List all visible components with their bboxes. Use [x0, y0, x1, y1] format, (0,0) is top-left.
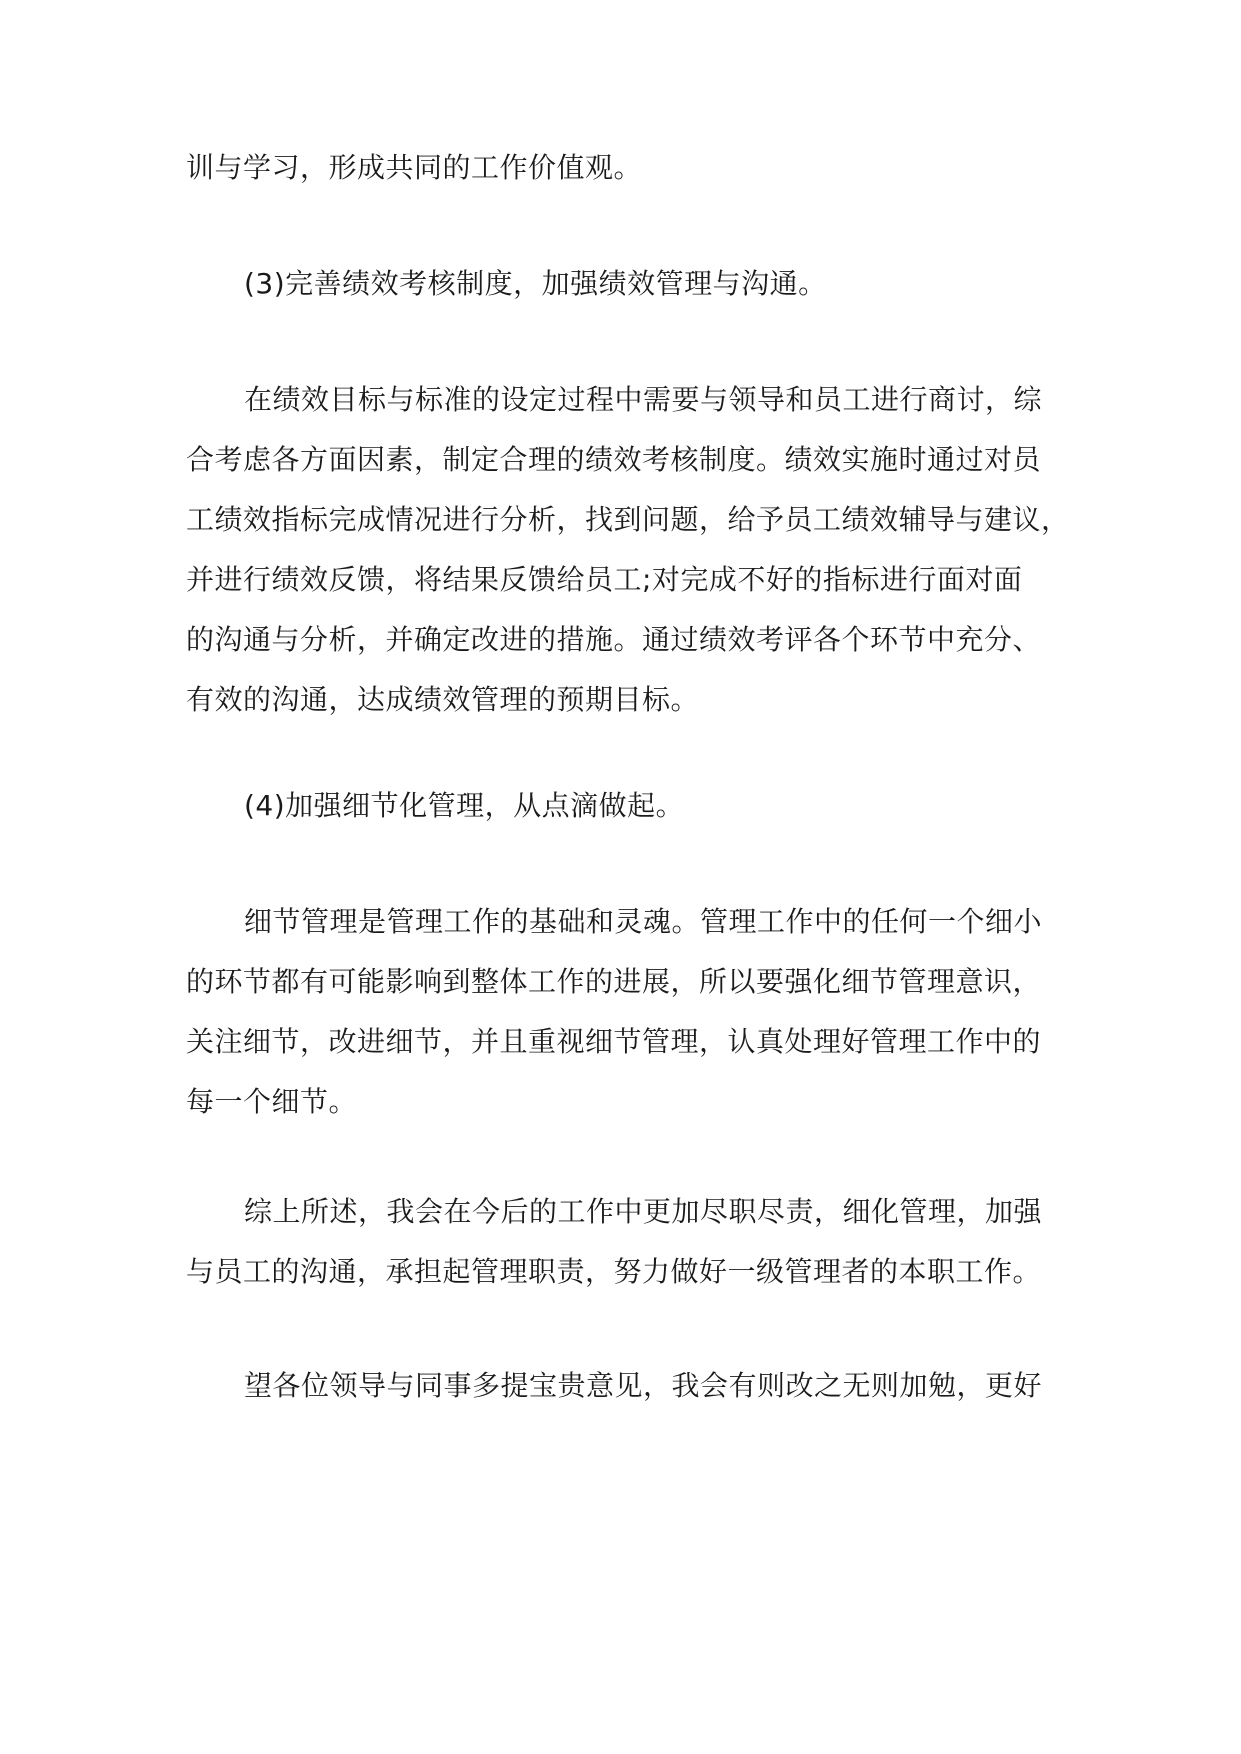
paragraph-performance: [186, 370, 1070, 730]
text-line: 在绩效目标与标准的设定过程中需要与领导和员工进行商讨，综: [244, 383, 1043, 416]
text-line: (4)加强细节化管理，从点滴做起。: [244, 789, 685, 822]
text-line: 与员工的沟通，承担起管理职责，努力做好一级管理者的本职工作。: [186, 1255, 1042, 1288]
heading-item-4: [186, 776, 1066, 836]
text-line: 每一个细节。: [186, 1085, 358, 1118]
text-line: 望各位领导与同事多提宝贵意见，我会有则改之无则加勉，更好: [244, 1369, 1043, 1402]
text-line: (3)完善绩效考核制度，加强绩效管理与沟通。: [244, 267, 827, 300]
text-line: 的沟通与分析，并确定改进的措施。通过绩效考评各个环节中充分、: [186, 623, 1042, 656]
paragraph-detail-management: [186, 892, 1066, 1132]
text-line: 关注细节，改进细节，并且重视细节管理，认真处理好管理工作中的: [186, 1025, 1042, 1058]
paragraph-closing: [186, 1356, 1066, 1416]
text-line: 的环节都有可能影响到整体工作的进展，所以要强化细节管理意识，: [186, 965, 1042, 998]
paragraph-continuation: [186, 138, 1066, 198]
text-line: 训与学习，形成共同的工作价值观。: [186, 151, 643, 184]
text-line: 工绩效指标完成情况进行分析，找到问题，给予员工绩效辅导与建议，: [186, 503, 1070, 536]
text-line: 细节管理是管理工作的基础和灵魂。管理工作中的任何一个细小: [244, 905, 1043, 938]
paragraph-summary: [186, 1182, 1066, 1302]
text-line: 合考虑各方面因素，制定合理的绩效考核制度。绩效实施时通过对员: [186, 443, 1042, 476]
text-line: 并进行绩效反馈，将结果反馈给员工;对完成不好的指标进行面对面: [186, 563, 1023, 596]
text-line: 有效的沟通，达成绩效管理的预期目标。: [186, 683, 700, 716]
text-line: 综上所述，我会在今后的工作中更加尽职尽责，细化管理，加强: [244, 1195, 1043, 1228]
heading-item-3: [186, 254, 1066, 314]
